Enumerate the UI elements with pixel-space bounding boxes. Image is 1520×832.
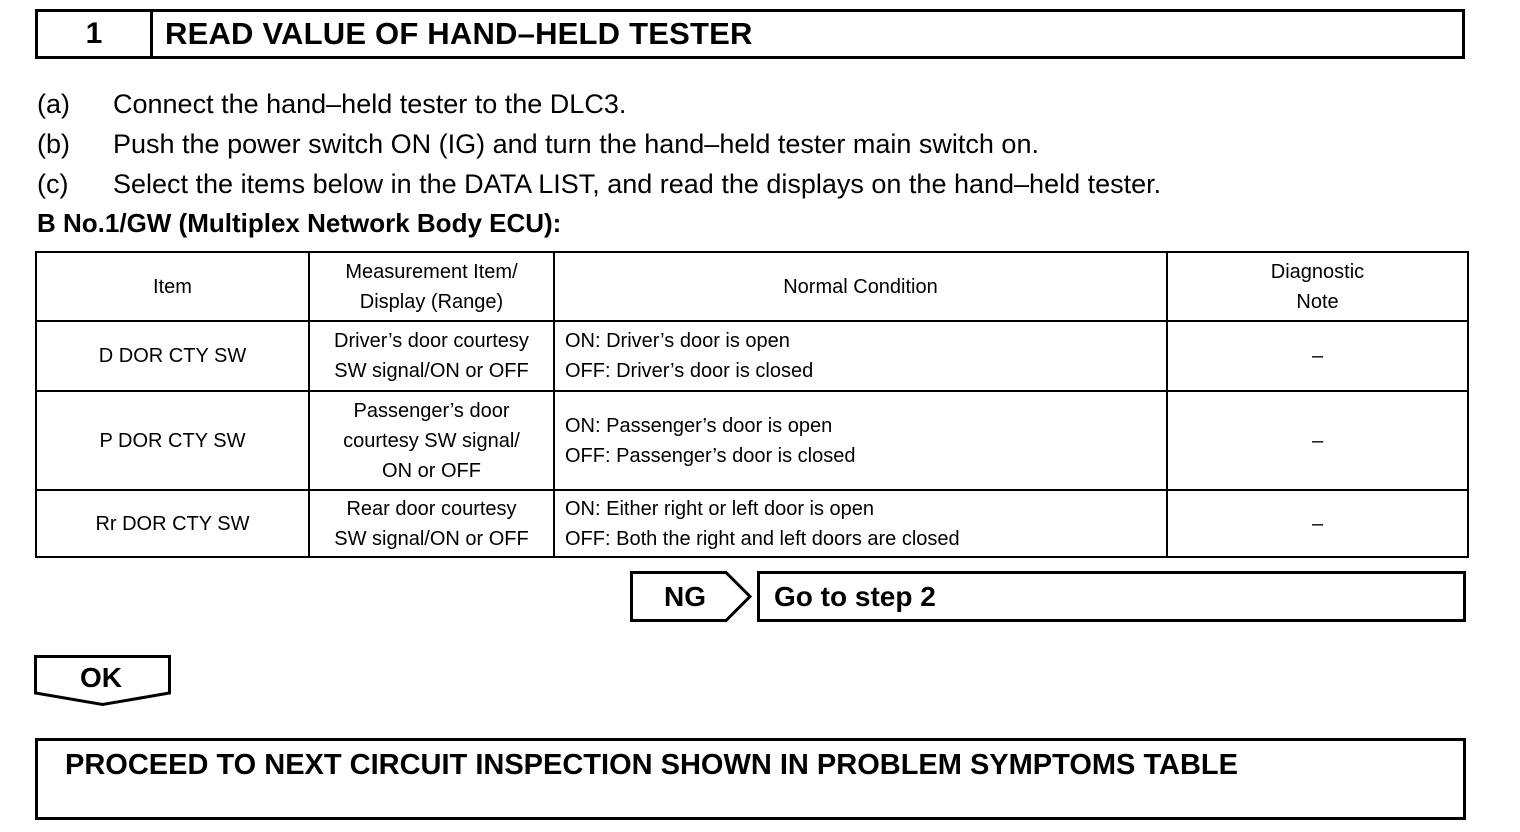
cell-condition xyxy=(554,391,1167,490)
ng-target-box: Go to step 2 xyxy=(757,571,1466,622)
header-measurement-line: Measurement Item/ xyxy=(345,260,518,283)
instruction-list xyxy=(37,84,1457,204)
cell-line: OFF: Passenger’s door is closed xyxy=(565,444,856,467)
data-list-table xyxy=(35,251,1469,558)
cell-line: Driver’s door courtesy xyxy=(334,330,529,352)
cell-condition xyxy=(554,321,1167,391)
instruction-text: Push the power switch ON (IG) and turn the hand–held tester main switch on. xyxy=(113,128,1039,159)
cell-measurement xyxy=(309,490,554,557)
cell-note: – xyxy=(1167,490,1468,557)
cell-item: Rr DOR CTY SW xyxy=(36,490,309,557)
header-diagnostic-note xyxy=(1167,252,1468,321)
cell-line: Rear door courtesy xyxy=(346,497,517,520)
cell-line: ON: Passenger’s door is open xyxy=(565,414,833,437)
step-title: READ VALUE OF HAND–HELD TESTER xyxy=(165,16,753,51)
cell-line: SW signal/ON or OFF xyxy=(334,527,529,550)
proceed-box: PROCEED TO NEXT CIRCUIT INSPECTION SHOWN IN PROBLEM SYMPTOMS TABLE xyxy=(35,738,1466,820)
ng-branch-arrow xyxy=(630,571,752,622)
instruction-item xyxy=(37,164,1457,204)
header-diagnostic-line: Note xyxy=(1296,290,1339,313)
instruction-label: (a) xyxy=(37,88,70,119)
table-row xyxy=(36,490,1468,557)
step-header xyxy=(35,9,1465,59)
cell-item: D DOR CTY SW xyxy=(36,321,309,391)
cell-line: courtesy SW signal/ xyxy=(343,429,520,452)
cell-line: OFF: Both the right and left doors are closed xyxy=(565,527,960,550)
cell-measurement xyxy=(309,321,554,391)
header-item: Item xyxy=(36,252,309,321)
instruction-text: Select the items below in the DATA LIST, and read the displays on the hand–held tester. xyxy=(113,168,1162,199)
section-title: B No.1/GW (Multiplex Network Body ECU): xyxy=(37,207,562,238)
cell-line: ON: Driver’s door is open xyxy=(565,330,790,352)
instruction-item xyxy=(37,124,1457,164)
cell-condition xyxy=(554,490,1167,557)
table-header-row xyxy=(36,252,1468,321)
table-row xyxy=(36,391,1468,490)
cell-line: ON: Either right or left door is open xyxy=(565,497,875,520)
table-row xyxy=(36,321,1468,391)
header-measurement xyxy=(309,252,554,321)
step-number: 1 xyxy=(38,12,153,56)
instruction-label: (b) xyxy=(37,128,70,159)
cell-line: Passenger’s door xyxy=(353,399,510,422)
header-normal-condition: Normal Condition xyxy=(554,252,1167,321)
instruction-item xyxy=(37,84,1457,124)
cell-measurement xyxy=(309,391,554,490)
cell-note: – xyxy=(1167,391,1468,490)
instruction-text: Connect the hand–held tester to the DLC3. xyxy=(113,88,627,119)
ok-label: OK xyxy=(80,662,122,693)
ng-label: NG xyxy=(664,580,706,612)
header-diagnostic-line: Diagnostic xyxy=(1270,260,1365,283)
cell-line: SW signal/ON or OFF xyxy=(334,360,529,382)
header-measurement-line: Display (Range) xyxy=(359,290,504,313)
cell-note: – xyxy=(1167,321,1468,391)
instruction-label: (c) xyxy=(37,168,69,199)
cell-line: OFF: Driver’s door is closed xyxy=(565,360,814,382)
ok-branch-arrow xyxy=(34,655,172,707)
cell-line: ON or OFF xyxy=(382,459,481,482)
cell-item: P DOR CTY SW xyxy=(36,391,309,490)
